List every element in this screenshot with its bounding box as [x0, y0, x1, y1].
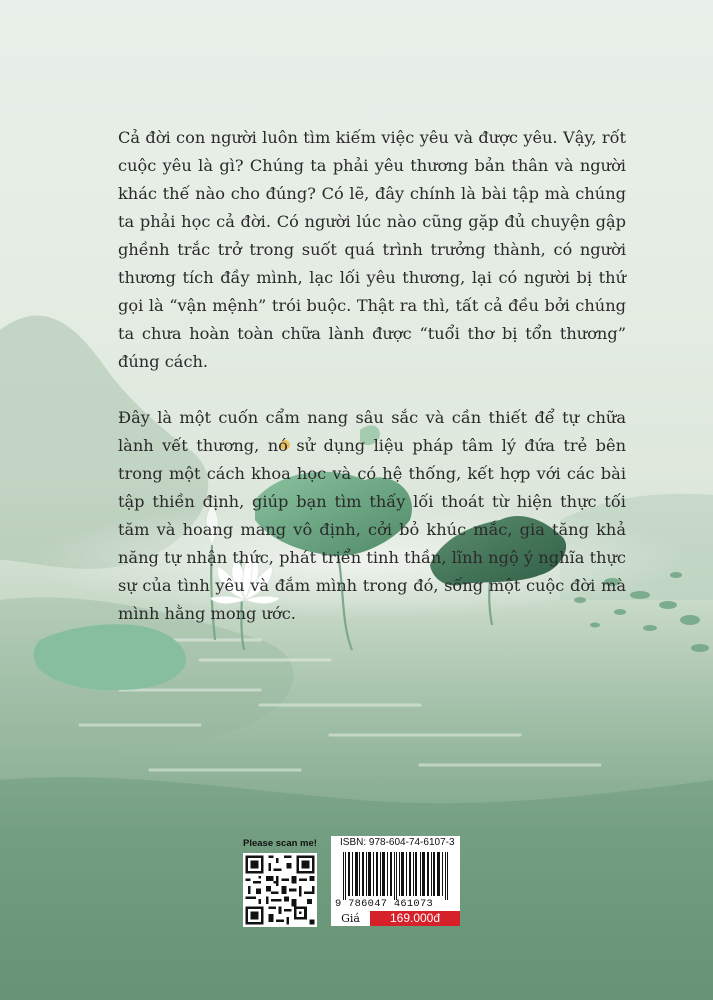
- barcode-digits: 9 786047 461073: [335, 898, 434, 910]
- qr-code-icon: [243, 853, 317, 927]
- price-row: [331, 911, 460, 926]
- blurb-paragraph-1: Cả đời con người luôn tìm kiếm việc yêu và được yêu. Vậy, rốt cuộc yêu là gì? Chúng ta phải yêu thương bản thân và người khác thế nào cho đúng? Có lẽ, đây chính là bài tập mà chúng ta phải học cả đời. Có người lúc nào cũng gặp đủ chuyện gập ghềnh trắc trở trong suốt quá trình trưởng thành, có người thương tích đầy mình, lạc lối yêu thương, lại có người bị thứ gọi là “vận mệnh” trói buộc. Thật ra thì, tất cả đều bởi chúng ta chưa hoàn toàn chữa lành được “tuổi thơ bị tổn thương” đúng cách.: [118, 128, 626, 371]
- price-value: 169.000đ: [370, 911, 460, 926]
- back-cover-blurb: [118, 124, 626, 628]
- qr-label: Please scan me!: [243, 838, 317, 849]
- blurb-paragraph-2: Đây là một cuốn cẩm nang sâu sắc và cần thiết để tự chữa lành vết thương, nó sử dụng liệu pháp tâm lý đứa trẻ bên trong một cách khoa học và có hệ thống, kết hợp với các bài tập thiền định, giúp bạn tìm thấy lối thoát từ hiện thực tối tăm và hoang mang vô định, cởi bỏ khúc mắc, gia tăng khả năng tự nhận thức, phát triển tinh thần, lĩnh ngộ ý nghĩa thực sự của tình yêu và đắm mình trong đó, sống một cuộc đời mà mình hằng mong ước.: [118, 408, 626, 623]
- barcode-icon: [335, 852, 457, 900]
- qr-code[interactable]: [243, 853, 317, 927]
- isbn-label: ISBN: 978-604-74-6107-3: [340, 837, 455, 848]
- qr-code-block[interactable]: [243, 838, 318, 930]
- barcode-block: [331, 836, 460, 926]
- price-label: Giá: [331, 911, 370, 926]
